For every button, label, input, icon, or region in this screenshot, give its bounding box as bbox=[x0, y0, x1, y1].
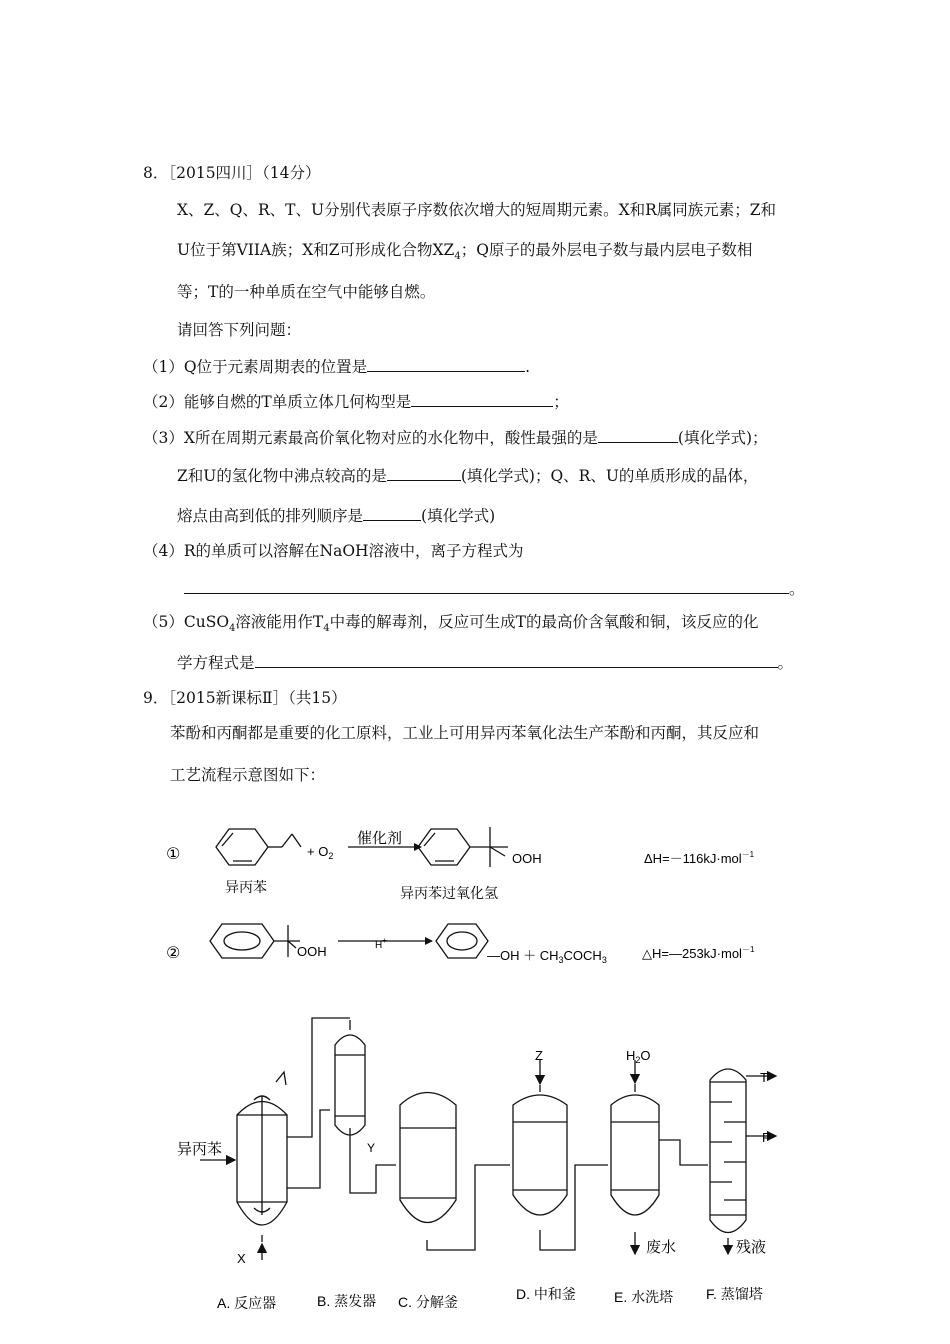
reaction-diagram bbox=[0, 810, 950, 990]
q8-header: 8．［2015四川］（14分） bbox=[143, 164, 321, 182]
q8-part5-line1: （5）CuSO$_4$溶液能用作$T_4$中毒的解毒剂，反应可生成T的最高价含氧酸和铜，该反应的化 bbox=[143, 613, 759, 635]
process-flow-diagram bbox=[0, 1010, 950, 1340]
decomposer-c bbox=[400, 1093, 456, 1223]
label-washing-tower-e: E. 水洗塔 bbox=[614, 1289, 674, 1305]
cumene-structure bbox=[216, 829, 301, 865]
ooh-label-2: OOH bbox=[297, 944, 327, 959]
neutralizer-d bbox=[513, 1085, 567, 1215]
q9-intro-line2: 工艺流程示意图如下： bbox=[170, 766, 326, 784]
label-decomposer-c: C. 分解釜 bbox=[398, 1294, 458, 1310]
q8-part4-answer-line: 。 bbox=[184, 578, 805, 599]
q8-part4: （4）R的单质可以溶解在NaOH溶液中，离子方程式为 bbox=[143, 542, 524, 560]
plus-o2: + $O_2$ bbox=[307, 844, 334, 861]
cumene-hydroperoxide-name: 异丙苯过氧化氢 bbox=[400, 885, 498, 901]
evaporator-b bbox=[335, 1020, 365, 1135]
q8-part3-line3: 熔点由高到低的排列顺序是 (填化学式) bbox=[177, 507, 496, 525]
ooh-label: OOH bbox=[512, 851, 542, 866]
catalyst-label: 催化剂 bbox=[357, 830, 403, 847]
reaction-1-enthalpy: ΔH=－116kJ·mol$^{-1}$ bbox=[644, 850, 755, 866]
residue-label: 残液 bbox=[736, 1239, 767, 1256]
answer-blank bbox=[184, 578, 789, 594]
reactor-a bbox=[237, 1072, 287, 1242]
label-distillation-tower-f: F. 蒸馏塔 bbox=[706, 1286, 763, 1302]
answer-blank bbox=[255, 652, 778, 668]
phenol-structure bbox=[436, 924, 488, 958]
reaction-2-enthalpy: △H=—253kJ·mol$^{-1}$ bbox=[642, 945, 755, 961]
label-reactor-a: A. 反应器 bbox=[217, 1295, 277, 1311]
q9-intro-line1: 苯酚和丙酮都是重要的化工原料，工业上可用异丙苯氧化法生产苯酚和丙酮，其反应和 bbox=[170, 724, 760, 742]
x-label: X bbox=[237, 1251, 246, 1266]
q8-part3-line2: Z和U的氢化物中沸点较高的是 (填化学式)；Q、R、U的单质形成的晶体， bbox=[177, 467, 759, 485]
q8-part2: （2）能够自燃的T单质立体几何构型是 ； bbox=[143, 393, 569, 411]
q8-part3-line1: （3）X所在周期元素最高价氧化物对应的水化物中，酸性最强的是 (填化学式)； bbox=[143, 429, 768, 447]
answer-blank bbox=[363, 505, 421, 521]
label-evaporator-b: B. 蒸发器 bbox=[317, 1293, 377, 1309]
q8-prompt: 请回答下列问题： bbox=[177, 321, 302, 339]
waste-water-label: 废水 bbox=[646, 1239, 677, 1256]
feed-label: 异丙苯 bbox=[177, 1141, 223, 1158]
cumene-hydroperoxide-structure bbox=[418, 827, 508, 867]
answer-blank bbox=[387, 465, 461, 481]
label-neutralizer-d: D. 中和釜 bbox=[516, 1286, 576, 1302]
answer-blank bbox=[411, 391, 553, 407]
q8-intro-line3: 等；T的一种单质在空气中能够自燃。 bbox=[177, 283, 436, 301]
p-label: P bbox=[762, 1130, 771, 1145]
reaction-2-products: —OH ＋ $CH_3COCH_3$ bbox=[487, 948, 607, 965]
answer-blank bbox=[367, 356, 525, 372]
reaction-1-number: ① bbox=[166, 846, 181, 863]
distillation-tower-f bbox=[710, 1069, 746, 1233]
y-label: Y bbox=[367, 1141, 376, 1155]
answer-blank bbox=[598, 427, 678, 443]
z-label: Z bbox=[535, 1048, 543, 1063]
reaction-2-number: ② bbox=[166, 945, 181, 962]
q9-header: 9．［2015新课标Ⅱ］（共15） bbox=[143, 689, 347, 707]
acid-catalyst-label: H+ bbox=[375, 936, 387, 951]
hydroperoxide-reactant-structure bbox=[210, 924, 300, 958]
q8-part5-line2: 学方程式是 。 bbox=[177, 654, 794, 672]
q8-intro-line1: X、Z、Q、R、T、U分别代表原子序数依次增大的短周期元素。X和R属同族元素；Z和 bbox=[177, 201, 777, 219]
q8-part1: （1）Q位于元素周期表的位置是 . bbox=[143, 358, 531, 376]
water-label: $H_2O$ bbox=[626, 1048, 651, 1065]
washing-tower-e bbox=[611, 1084, 659, 1215]
reaction-2-arrowhead bbox=[425, 937, 433, 945]
cumene-name: 异丙苯 bbox=[225, 879, 267, 895]
q8-intro-line2: U位于第VIIA族；X和Z可形成化合物$XZ_4$；Q原子的最外层电子数与最内层电子数相 bbox=[177, 241, 753, 263]
t-label: T bbox=[760, 1070, 768, 1085]
